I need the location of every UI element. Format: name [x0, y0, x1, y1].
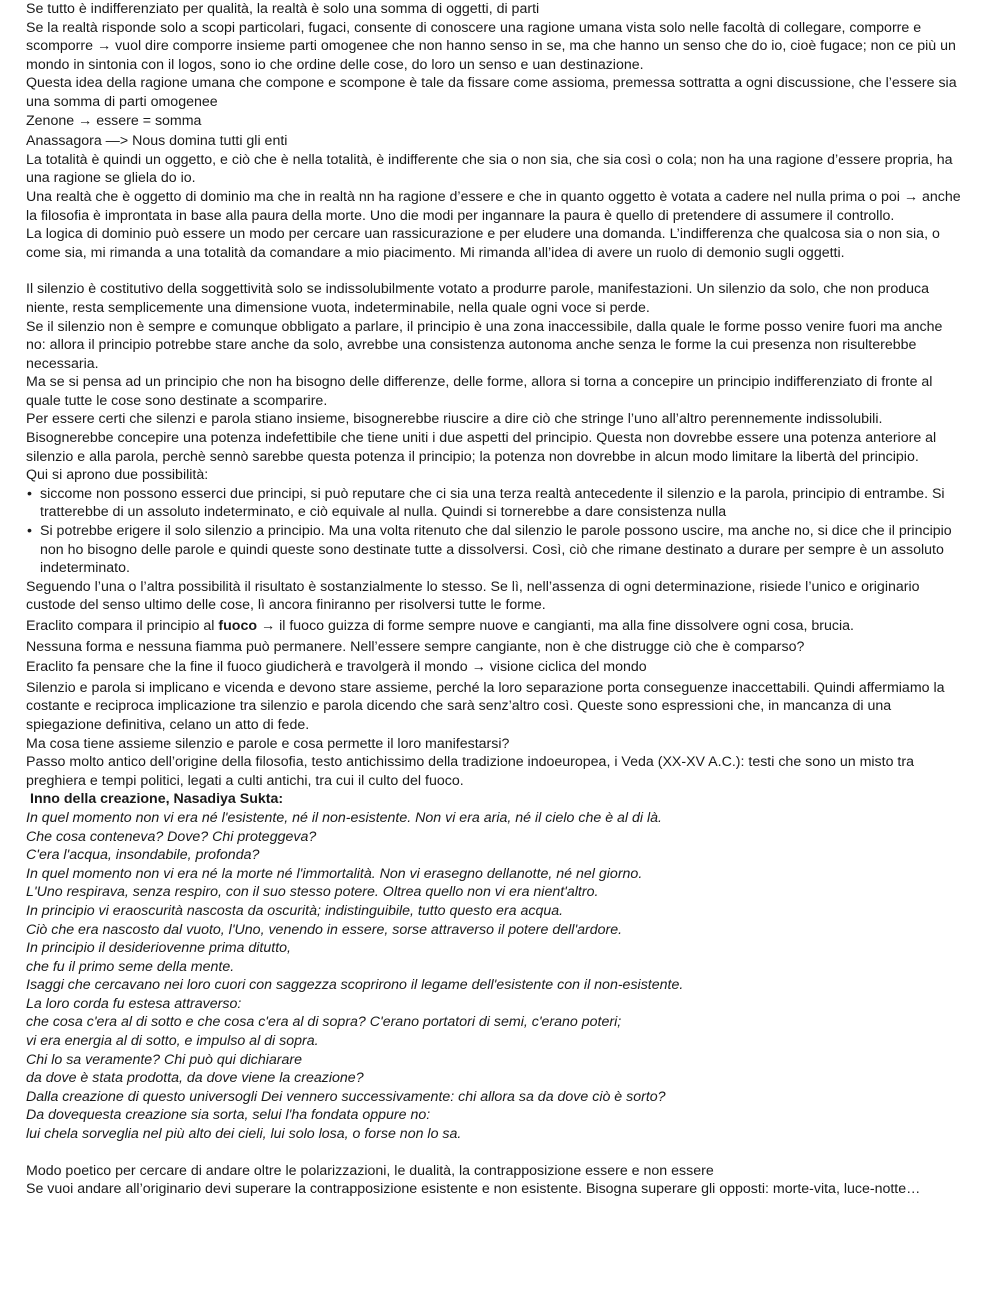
poem-line: In quel momento non vi era né la morte né l'immortalità. Non vi erasegno dellanotte, né nel giorno.: [26, 865, 643, 882]
paragraph: Il silenzio è costitutivo della soggettività solo se indissolubilmente votato a produrre parole, manifestazioni. Un silenzio da solo, che non produca niente, resta semplicemente una dimensione vuota, indeterminabile, nella quale ogni voce si perde.: [26, 281, 929, 316]
paragraph: Eraclito fa pensare che la fine il fuoco giudicherà e travolgerà il mondo → visione ciclica del mondo: [26, 659, 647, 676]
poem-line: Chi lo sa veramente? Chi può qui dichiarare: [26, 1051, 303, 1068]
list-item: [26, 485, 962, 522]
section-dominio: [26, 0, 962, 262]
poem-line: vi era energia al di sotto, e impulso al di sopra.: [26, 1033, 319, 1050]
section-inno: [26, 790, 962, 1143]
bullet-list: [26, 485, 962, 578]
bullet-icon: •: [27, 523, 32, 540]
paragraph: Silenzio e parola si implicano e vicenda e devono stare assieme, perché la loro separazione porta conseguenze inaccettabili. Quindi affermiamo la costante e reciproca implicazione tra silenzio e parola dicendo che sarà senz’altro così. Queste sono espressioni che, in mancanza di una spiegazione definitiva, celano un atto di fede.: [26, 679, 945, 733]
paragraph: La logica di dominio può essere un modo per cercare uan rassicurazione e per eludere una domanda. L’indifferenza che qualcosa sia o non sia, o come sia, mi rimanda a una totalità da comandare a mio piacimento. Mi rimanda all’idea di avere un ruolo di demonio sugli oggetti.: [26, 226, 940, 261]
section-silenzio: [26, 280, 962, 790]
poem-line: Isaggi che cercavano nei loro cuori con saggezza scoprirono il legame dell'esistente con il non-esistente.: [26, 977, 684, 994]
poem-line: lui chela sorveglia nel più alto dei cieli, lui solo losa, o forse non lo sa.: [26, 1126, 462, 1143]
poem-line: Che cosa conteneva? Dove? Chi proteggeva?: [26, 828, 317, 845]
paragraph: Bisognerebbe concepire una potenza indefettibile che tiene uniti i due aspetti del principio. Questa non dovrebbe essere una potenza anteriore al silenzio e alla parola, perchè sennò sarebbe questa potenza il principio; la potenza non dovrebbe in alcun modo limitare la libertà del principio.: [26, 430, 937, 465]
paragraph: Modo poetico per cercare di andare oltre le polarizzazioni, le dualità, la contrapposizione essere e non essere: [26, 1162, 714, 1179]
paragraph: Se vuoi andare all’originario devi superare la contrapposizione esistente e non esistente. Bisogna superare gli opposti: morte-vita, luce-notte…: [26, 1181, 921, 1198]
hymn-title: Inno della creazione, Nasadiya Sukta:: [30, 791, 284, 808]
list-item: [26, 522, 962, 578]
keyword-fuoco: fuoco: [218, 618, 258, 634]
paragraph: Una realtà che è oggetto di dominio ma che in realtà nn ha ragione d’essere e che in quanto oggetto è votata a cadere nel nulla prima o poi → anche la filosofia è improntata in base alla paura della morte. Uno die modi per ingannare la paura è quello di pretendere di assumere il controllo.: [26, 188, 961, 224]
bullet-icon: •: [27, 485, 32, 502]
paragraph: Per essere certi che silenzi e parola stiano insieme, bisognerebbe riuscire a dire ciò che stringe l’uno all’altro perennemente indissolubili.: [26, 411, 883, 428]
poem-line: C'era l'acqua, insondabile, profonda?: [26, 847, 260, 864]
paragraph-eraclito-fuoco: [26, 617, 962, 636]
poem-line: che cosa c'era al di sotto e che cosa c'era al di sopra? C'erano portatori di semi, c'erano poteri;: [26, 1014, 622, 1031]
paragraph: Se il silenzio non è sempre e comunque obbligato a parlare, il principio è una zona inaccessibile, dalla quale le forme posso venire fuori ma anche no: allora il principio potrebbe stare anche da solo, avrebbe una consistenza autonoma anche senza le forme la cui presenza non risulterebbe necessaria.: [26, 318, 943, 372]
poem-line: In principio il desideriovenne prima ditutto,: [26, 940, 291, 957]
poem-line: Da dovequesta creazione sia sorta, selui l'ha fondata oppure no:: [26, 1107, 431, 1124]
poem-line: Ciò che era nascosto dal vuoto, l'Uno, venendo in essere, sorse attraverso il potere dell'ardore.: [26, 921, 623, 938]
paragraph: Nessuna forma e nessuna fiamma può permanere. Nell’essere sempre cangiante, non è che distrugge ciò che è comparso?: [26, 638, 805, 655]
list-item-text: siccome non possono esserci due principi, si può reputare che ci sia una terza realtà antecedente il silenzio e la parola, principio di entrambe. Si tratterebbe di un assoluto indeterminato, e ciò equivale al nulla. Quindi si tornerebbe a dare consistenza nulla: [40, 485, 945, 521]
paragraph: Ma cosa tiene assieme silenzio e parole e cosa permette il loro manifestarsi?: [26, 735, 510, 752]
list-item-text: Si potrebbe erigere il solo silenzio a principio. Ma una volta ritenuto che dal silenzio le parole possono uscire, ma anche no, si dice che il principio non ho bisogno delle parole e quindi queste sono destinate tutte a dissolversi. Così, ciò che rimane destinato a durare per sempre è un assoluto indeterminato.: [40, 523, 952, 577]
paragraph: Seguendo l’una o l’altra possibilità il risultato è sostanzialmente lo stesso. Se lì, nell’assenza di ogni determinazione, risiede l’unico e originario custode del senso ultimo delle cose, lì ancora finiranno per risolversi tutte le forme.: [26, 578, 920, 614]
poem-line: La loro corda fu estesa attraverso:: [26, 995, 242, 1012]
paragraph-anassagora: Anassagora —> Nous domina tutti gli enti: [26, 133, 288, 150]
paragraph: Qui si aprono due possibilità:: [26, 467, 209, 484]
poem-line: da dove è stata prodotta, da dove viene la creazione?: [26, 1070, 364, 1087]
poem-line: In quel momento non vi era né l'esistente, né il non-esistente. Non vi era aria, né il cielo che è al di là.: [26, 809, 662, 826]
paragraph: Ma se si pensa ad un principio che non ha bisogno delle differenze, delle forme, allora si torna a concepire un principio indifferenziato di fronte al quale tutte le cose sono destinate a scomparire.: [26, 374, 933, 409]
paragraph: La totalità è quindi un oggetto, e ciò che è nella totalità, è indifferente che sia o non sia, che sia così o cola; non ha una ragione d’essere propria, ha una ragione se gliela do io.: [26, 151, 953, 187]
section-conclusione: [26, 1162, 962, 1199]
paragraph: Se tutto è indifferenziato per qualità, la realtà è solo una somma di oggetti, di parti: [26, 1, 540, 17]
poem-line: che fu il primo seme della mente.: [26, 958, 235, 975]
poem-line: L'Uno respirava, senza respiro, con il suo stesso potere. Oltrea quello non vi era nient'altro.: [26, 884, 599, 901]
poem-line: Dalla creazione di questo universogli Dei vennero successivamente: chi allora sa da dove ciò è sorto?: [26, 1088, 666, 1105]
paragraph: Passo molto antico dell’origine della filosofia, testo antichissimo della tradizione indoeuropea, i Veda (XX-XV A.C.): testi che sono un misto tra preghiera e tempi politici, legati a culti antichi, tra cui il culto del fuoco.: [26, 754, 914, 789]
paragraph: Se la realtà risponde solo a scopi particolari, fugaci, consente di conoscere una ragione umana vista solo nelle facoltà di collegare, comporre e scomporre → vuol dire comporre insieme parti omogenee che non hanno senso in se, ma che hanno un senso che do io, cioè fugace; non ce più un mondo in sintonia con il logos, sono io che ordine delle cose, do loro un senso e uan destinazione.: [26, 19, 956, 73]
paragraph-zenone: Zenone → essere = somma: [26, 112, 202, 129]
poem-line: In principio vi eraoscurità nascosta da oscurità; indistinguibile, tutto questo era acqua.: [26, 902, 564, 919]
paragraph: Questa idea della ragione umana che compone e scompone è tale da fissare come assioma, premessa sottratta a ogni discussione, che l’essere sia una somma di parti omogenee: [26, 75, 957, 110]
text-run: Eraclito compara il principio al: [26, 618, 219, 634]
poem: [26, 809, 962, 1144]
text-run: → il fuoco guizza di forme sempre nuove e cangianti, ma alla fine dissolvere ogni cosa, brucia.: [257, 618, 855, 634]
